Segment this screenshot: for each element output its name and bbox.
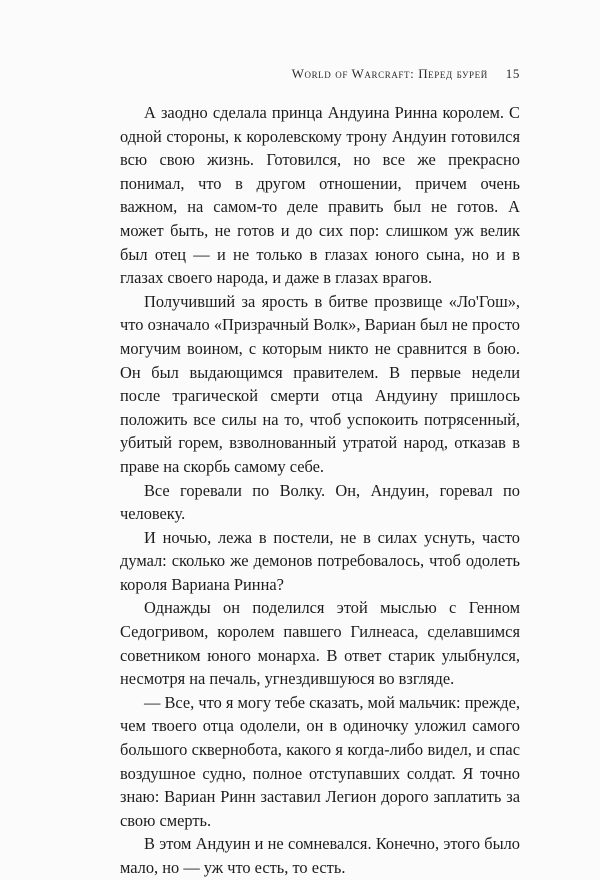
paragraph-6: — Все, что я могу тебе сказать, мой мальчик: прежде, чем твоего отца одолели, он в одиночку уложил самого большого скверноботa, какого я когда-либо видел, и спас воздушное судно, полное отступавших солдат. Я точно знаю: Вариан Ринн заставил Легион дорого заплатить за свою смерть. [120,692,520,830]
paragraph-7: В этом Андуин и не сомневался. Конечно, этого было мало, но — уж что есть, то есть. [120,834,520,877]
page-number: 15 [505,66,520,81]
paragraph-1: А заодно сделала принца Андуина Ринна королем. С одной стороны, к королевскому трону Андуин готовился всю свою жизнь. Готовился, но все же прекрасно понимал, что в другом отношении, причем очень важном, на самом-то деле править был не готов. А может быть, не готов и до сих пор: слишком уж велик был отец — и не только в глазах юного сына, но и в глазах своего народа, и даже в глазах врагов. [120,103,520,288]
paragraph-4: И ночью, лежа в постели, не в силах уснуть, часто думал: сколько же демонов потребовалось, чтоб одолеть короля Вариана Ринна? [120,527,520,594]
paragraph-3: Все горевали по Волку. Он, Андуин, горевал по человеку. [120,480,520,524]
body-text [120,101,520,880]
paragraph-2: Получивший за ярость в битве прозвище «Ло'Гош», что означало «Призрачный Волк», Вариан был не просто могучим воином, с которым никто не сравнится в бою. Он был выдающимся правителем. В первые недели после трагической смерти отца Андуину пришлось положить все силы на то, чтоб успокоить потрясенный, убитый горем, взволнованный утратой народ, отказав в праве на скорбь самому себе. [120,291,520,476]
book-title: World of Warcraft: Перед бурей [291,66,488,81]
running-header [120,66,520,82]
paragraph-5: Однажды он поделился этой мыслью с Генном Седогривом, королем павшего Гилнеаса, сделавшимся советником юного монарха. В ответ старик улыбнулся, несмотря на печаль, угнездившуюся во взгляде. [120,598,520,689]
